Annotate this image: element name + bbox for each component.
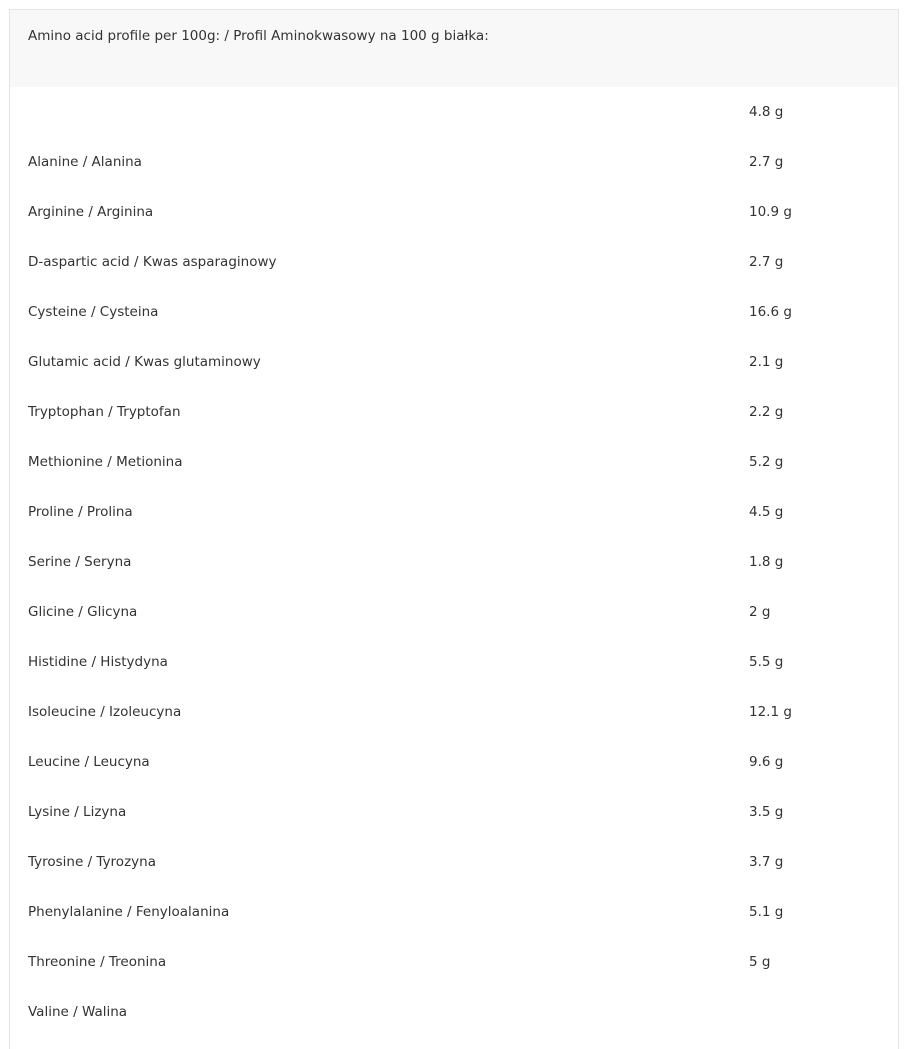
amino-acid-value: 12.1 g — [749, 704, 792, 720]
table-row — [10, 487, 898, 537]
table-row — [10, 537, 898, 587]
table-body — [10, 87, 898, 1037]
amino-acid-value: 2.7 g — [749, 154, 784, 170]
table-row — [10, 437, 898, 487]
table-row — [10, 337, 898, 387]
table-row — [10, 587, 898, 637]
amino-acid-name: D-aspartic acid / Kwas asparaginowy — [28, 254, 277, 270]
table-row — [10, 187, 898, 237]
amino-acid-name: Histidine / Histydyna — [28, 654, 168, 670]
amino-acid-value: 4.8 g — [749, 104, 784, 120]
amino-acid-name: Phenylalanine / Fenyloalanina — [28, 904, 230, 920]
table-header — [10, 10, 898, 87]
amino-acid-name: Methionine / Metionina — [28, 454, 183, 470]
amino-acid-name: Valine / Walina — [28, 1004, 128, 1020]
amino-acid-name: Glutamic acid / Kwas glutaminowy — [28, 354, 261, 370]
amino-acid-value: 5.1 g — [749, 904, 784, 920]
table-row — [10, 837, 898, 887]
table-row — [10, 387, 898, 437]
amino-acid-name: Isoleucine / Izoleucyna — [28, 704, 182, 720]
amino-acid-value: 2 g — [749, 604, 771, 620]
table-row — [10, 237, 898, 287]
amino-acid-name: Tyrosine / Tyrozyna — [28, 854, 156, 870]
amino-acid-name: Leucine / Leucyna — [28, 754, 150, 770]
amino-acid-value: 3.7 g — [749, 854, 784, 870]
amino-acid-name: Tryptophan / Tryptofan — [28, 404, 181, 420]
amino-acid-value: 2.1 g — [749, 354, 784, 370]
amino-acid-value: 3.5 g — [749, 804, 784, 820]
amino-acid-name: Proline / Prolina — [28, 504, 133, 520]
table-row — [10, 887, 898, 937]
amino-acid-value: 1.8 g — [749, 554, 784, 570]
table-row — [10, 637, 898, 687]
table-row — [10, 937, 898, 987]
amino-acid-value: 9.6 g — [749, 754, 784, 770]
table-row — [10, 687, 898, 737]
table-row — [10, 737, 898, 787]
table-row — [10, 87, 898, 137]
amino-acid-table — [9, 9, 899, 1049]
amino-acid-name: Arginine / Arginina — [28, 204, 154, 220]
amino-acid-name: Glicine / Glicyna — [28, 604, 138, 620]
table-row — [10, 287, 898, 337]
amino-acid-name: Cysteine / Cysteina — [28, 304, 159, 320]
amino-acid-value: 5.5 g — [749, 654, 784, 670]
amino-acid-name: Lysine / Lizyna — [28, 804, 127, 820]
amino-acid-name: Serine / Seryna — [28, 554, 132, 570]
amino-acid-name: Alanine / Alanina — [28, 154, 142, 170]
amino-acid-value: 2.2 g — [749, 404, 784, 420]
amino-acid-value: 5.2 g — [749, 454, 784, 470]
table-row — [10, 787, 898, 837]
table-header-text: Amino acid profile per 100g: / Profil Aminokwasowy na 100 g białka: — [28, 28, 489, 44]
table-row — [10, 137, 898, 187]
amino-acid-value: 4.5 g — [749, 504, 784, 520]
amino-acid-value: 16.6 g — [749, 304, 792, 320]
amino-acid-value: 10.9 g — [749, 204, 792, 220]
amino-acid-name: Threonine / Treonina — [28, 954, 167, 970]
amino-acid-value: 2.7 g — [749, 254, 784, 270]
amino-acid-value: 5 g — [749, 954, 771, 970]
table-row — [10, 987, 898, 1037]
